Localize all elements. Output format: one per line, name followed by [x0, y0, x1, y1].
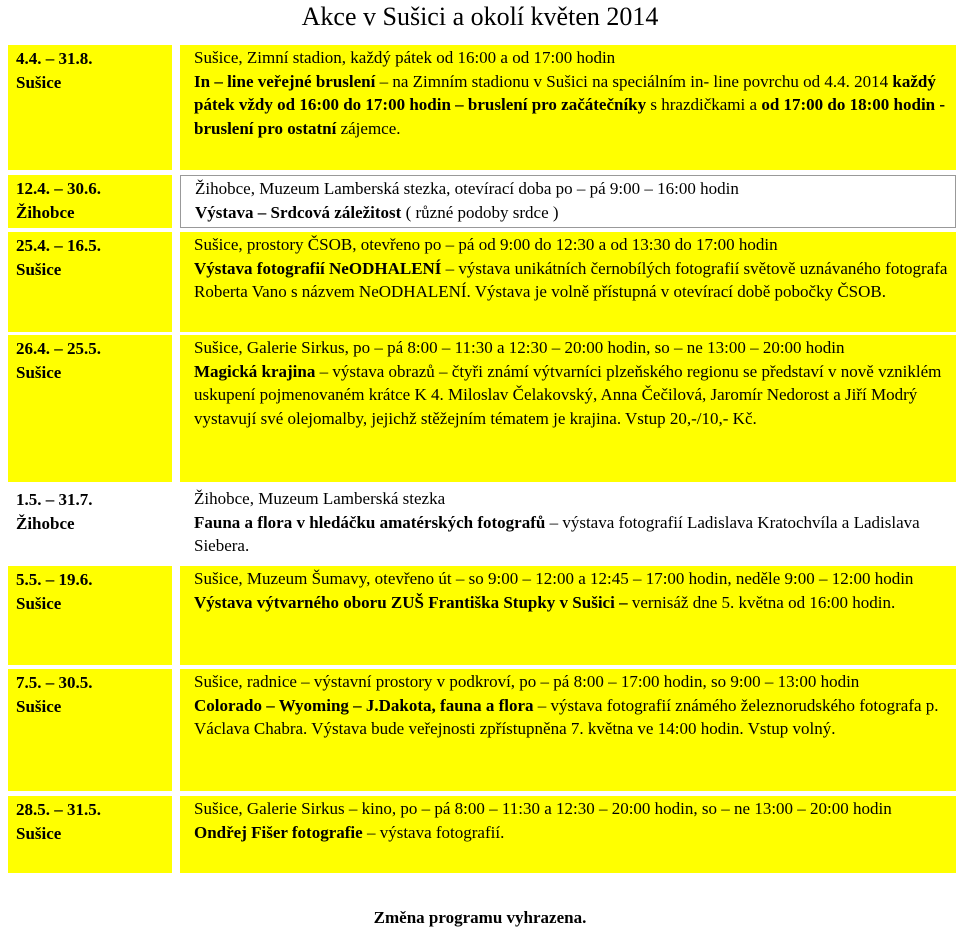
event-text: zájemce.: [336, 118, 401, 138]
event-place: Žihobce: [16, 203, 75, 222]
event-description: [180, 45, 956, 170]
event-date: 5.5. – 19.6.: [16, 570, 93, 589]
event-venue-line: Sušice, prostory ČSOB, otevřeno po – pá od 9:00 do 12:30 a od 13:30 do 17:00 hodin: [194, 235, 778, 254]
event-title: Magická krajina: [194, 361, 316, 381]
footer-note: Změna programu vyhrazena.: [373, 908, 587, 927]
event-venue-line: Žihobce, Muzeum Lamberská stezka, otevírací doba po – pá 9:00 – 16:00 hodin: [195, 179, 739, 198]
event-description: [180, 566, 956, 665]
event-description: [180, 796, 956, 873]
event-venue-line: Sušice, Muzeum Šumavy, otevřeno út – so 9:00 – 12:00 a 12:45 – 17:00 hodin, neděle 9:00 – 12:00 hodin: [194, 569, 914, 588]
event-text: – výstava fotografií známého železnorudského fotografa p. Václava Chabra. Výstava bude veřejnosti zpřístupněna 7. května ve 14:00 hodin. Vstup volný.: [194, 695, 939, 738]
event-row: [8, 232, 956, 332]
event-venue-line: Sušice, Galerie Sirkus, po – pá 8:00 – 11:30 a 12:30 – 20:00 hodin, so – ne 13:00 – 20:00 hodin: [194, 338, 845, 357]
event-date-cell: [8, 669, 172, 791]
event-date: 4.4. – 31.8.: [16, 49, 93, 68]
event-details: [194, 257, 950, 304]
event-venue-line: Sušice, Galerie Sirkus – kino, po – pá 8:00 – 11:30 a 12:30 – 20:00 hodin, so – ne 13:00 – 20:00 hodin: [194, 799, 892, 818]
event-venue-line: Sušice, radnice – výstavní prostory v podkroví, po – pá 8:00 – 17:00 hodin, so 9:00 – 13:00 hodin: [194, 672, 860, 691]
event-details: [194, 511, 950, 558]
page-title: Akce v Sušici a okolí květen 2014: [301, 2, 659, 31]
event-date: 12.4. – 30.6.: [16, 179, 101, 198]
event-date: 7.5. – 30.5.: [16, 673, 93, 692]
event-text-bold: každý pátek vždy od 16:00 do 17:00 hodin – bruslení pro začátečníky: [194, 71, 936, 114]
event-date: 25.4. – 16.5.: [16, 236, 101, 255]
event-title: Ondřej Fišer fotografie: [194, 822, 363, 842]
event-row: [8, 175, 956, 228]
event-title: In – line veřejné bruslení: [194, 71, 376, 91]
event-venue-line: Žihobce, Muzeum Lamberská stezka: [194, 489, 446, 508]
event-row: [8, 566, 956, 665]
event-date-cell: [8, 335, 172, 482]
event-place: Sušice: [16, 73, 62, 92]
event-details: [194, 360, 950, 431]
event-description: [180, 232, 956, 332]
event-text-bold: od 17:00 do 18:00 hodin - bruslení pro ostatní: [194, 95, 946, 138]
event-place: Sušice: [16, 363, 62, 382]
event-place: Sušice: [16, 824, 62, 843]
event-row: [8, 335, 956, 482]
event-title: Výstava fotografií NeODHALENÍ: [194, 258, 442, 278]
event-description: [180, 335, 956, 482]
event-date: 1.5. – 31.7.: [16, 490, 93, 509]
event-details: [194, 70, 950, 141]
event-title: Výstava výtvarného oboru ZUŠ Františka Stupky v Sušici –: [194, 592, 632, 612]
event-text: – výstava obrazů – čtyři známí výtvarníci plzeňského regionu se představí v nově vzniklém uskupení pojmenovaném krátce K 4. Miloslav Čelakovský, Anna Čečilová, Jaromír Nedorost a Jiří Modrý vystavují své olejomalby, jejichž stěžejním tématem je krajina. Vstup 20,-/10,- Kč.: [194, 361, 942, 428]
event-text: vernisáž dne 5. května od 16:00 hodin.: [631, 592, 896, 612]
event-date-cell: [8, 45, 172, 170]
event-row: [8, 45, 956, 170]
event-date-cell: [8, 486, 172, 562]
event-text: – výstava fotografií Ladislava Kratochvíla a Ladislava Siebera.: [194, 512, 920, 555]
event-date: 26.4. – 25.5.: [16, 339, 101, 358]
event-details: [194, 821, 950, 845]
event-venue-line: Sušice, Zimní stadion, každý pátek od 16:00 a od 17:00 hodin: [194, 48, 616, 67]
event-details: [194, 694, 950, 741]
event-details: [195, 201, 949, 225]
event-text: – výstava unikátních černobílých fotografií světově uznávaného fotografa Roberta Vano s názvem NeODHALENÍ. Výstava je volně přístupná v otevírací době pobočky ČSOB.: [194, 258, 948, 301]
event-description: [180, 669, 956, 791]
event-place: Žihobce: [16, 514, 75, 533]
event-row: [8, 669, 956, 791]
event-date-cell: [8, 566, 172, 665]
event-details: [194, 591, 950, 615]
event-row: [8, 486, 956, 562]
event-date-cell: [8, 175, 172, 228]
event-text: – výstava fotografií.: [362, 822, 505, 842]
event-date-cell: [8, 232, 172, 332]
event-text: s hrazdičkami a: [646, 95, 762, 114]
event-title: Fauna a flora v hledáčku amatérských fotografů: [194, 512, 546, 532]
event-date: 28.5. – 31.5.: [16, 800, 101, 819]
event-text: – na Zimním stadionu v Sušici na speciálním in- line povrchu od 4.4. 2014: [375, 71, 893, 91]
event-title: Colorado – Wyoming – J.Dakota, fauna a flora: [194, 695, 534, 715]
event-date-cell: [8, 796, 172, 873]
event-row: [8, 796, 956, 873]
event-text: ( různé podoby srdce ): [401, 202, 559, 222]
event-title: Výstava – Srdcová záležitost: [195, 202, 402, 222]
event-place: Sušice: [16, 260, 62, 279]
event-place: Sušice: [16, 697, 62, 716]
event-place: Sušice: [16, 594, 62, 613]
event-description: [180, 175, 956, 228]
event-description: [180, 486, 956, 562]
